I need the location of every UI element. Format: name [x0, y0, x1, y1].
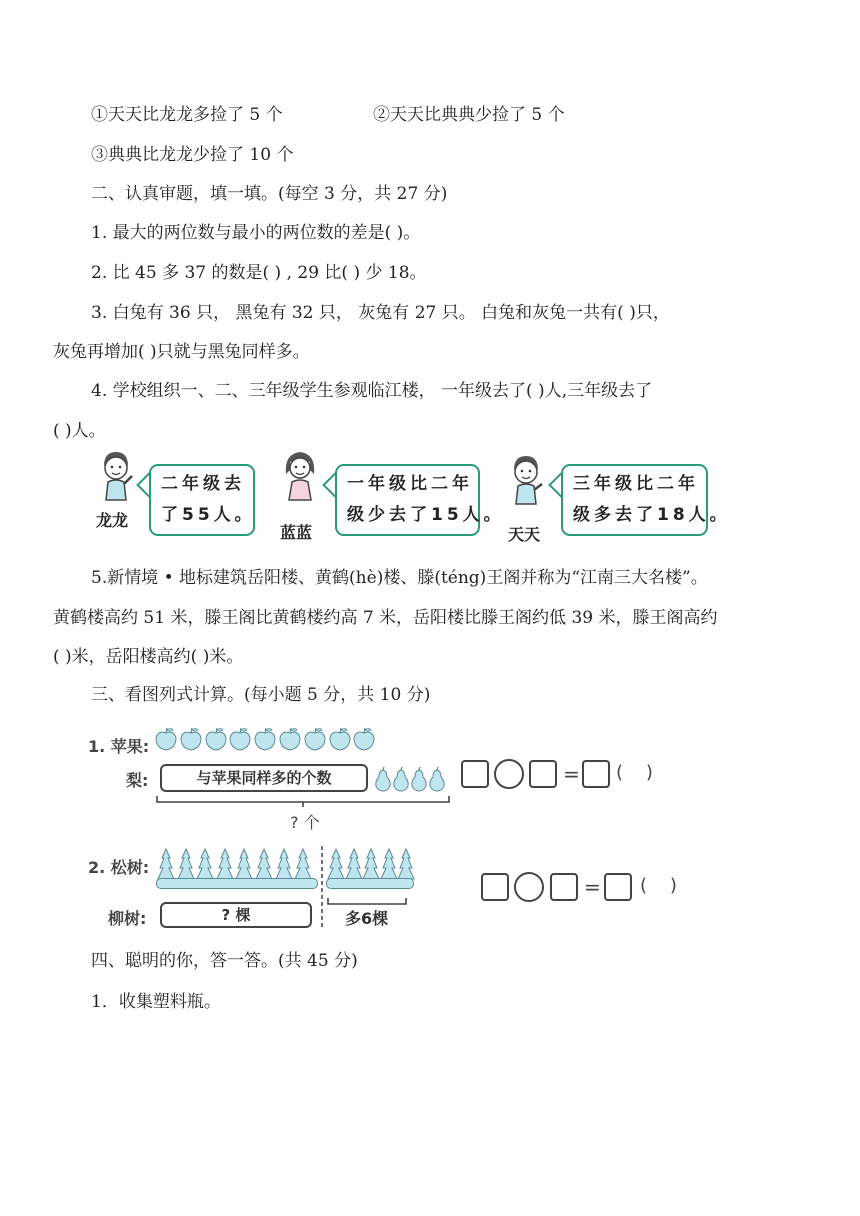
bubble-line: 一年级比二年 — [347, 474, 473, 494]
section-2-title: 二、认真审题，填一填。(每空 3 分，共 27 分) — [91, 184, 448, 204]
boy-icon — [96, 448, 136, 508]
apple-icon — [328, 726, 352, 752]
willow-quantity-box: ? 棵 — [160, 902, 312, 928]
bubble-line: 三年级比二年 — [573, 474, 699, 494]
question-2-3-line1: 3. 白兔有 36 只， 黑兔有 32 只， 灰兔有 27 只。 白兔和灰兔一共有( )只， — [91, 303, 670, 323]
girl-icon — [280, 448, 320, 508]
answer-box[interactable] — [529, 760, 557, 788]
question-2-4-line2: ( )人。 — [53, 421, 106, 441]
unit-paren[interactable]: ( ) — [640, 875, 677, 896]
result-box[interactable] — [604, 873, 632, 901]
equals-sign: = — [584, 875, 601, 899]
pear-label: 梨: — [126, 771, 149, 790]
dashed-divider — [320, 846, 324, 930]
apple-icon — [352, 726, 376, 752]
pear-icon — [374, 766, 392, 792]
operator-circle[interactable] — [514, 872, 544, 902]
answer-box[interactable] — [481, 873, 509, 901]
pear-icon — [392, 766, 410, 792]
apple-icon — [154, 726, 178, 752]
apple-label: 1. 苹果: — [88, 737, 150, 756]
answer-box[interactable] — [461, 760, 489, 788]
option-3: ③典典比龙龙少捡了 10 个 — [91, 145, 294, 165]
bubble-line: 二年级去 — [161, 474, 245, 494]
bubble-line: 了55人。 — [161, 505, 256, 525]
unit-paren[interactable]: ( ) — [616, 762, 653, 783]
question-2-5-line3: ( )米，岳阳楼高约( )米。 — [53, 647, 244, 667]
option-1: ①天天比龙龙多捡了 5 个 — [91, 105, 283, 125]
question-2-5-line1: 5.新情境 • 地标建筑岳阳楼、黄鹤(hè)楼、滕(téng)王阁并称为“江南三大名楼”。 — [91, 568, 708, 588]
speech-bubble-1 — [149, 464, 255, 536]
apple-icon — [179, 726, 203, 752]
pear-icon — [410, 766, 428, 792]
apple-icon — [228, 726, 252, 752]
boy-icon — [506, 452, 546, 512]
apple-icon — [303, 726, 327, 752]
operator-circle[interactable] — [494, 759, 524, 789]
pear-quantity-box: 与苹果同样多的个数 — [160, 764, 368, 792]
question-2-2: 2. 比 45 多 37 的数是( ) , 29 比( ) 少 18。 — [91, 263, 427, 283]
question-4-1: 1．收集塑料瓶。 — [91, 992, 221, 1012]
snow-ground — [326, 878, 414, 889]
pear-icon — [428, 766, 446, 792]
question-2-4-line1: 4. 学校组织一、二、三年级学生参观临江楼， 一年级去了( )人,三年级去了 — [91, 381, 653, 401]
apple-icon — [278, 726, 302, 752]
question-2-1: 1. 最大的两位数与最小的两位数的差是( )。 — [91, 223, 421, 243]
kid-name: 蓝蓝 — [280, 523, 313, 542]
bubble-line: 级少去了15人。 — [347, 505, 505, 525]
more-label: 多6棵 — [345, 909, 389, 928]
equals-sign: = — [563, 762, 580, 786]
apple-icon — [253, 726, 277, 752]
apple-icon — [204, 726, 228, 752]
speech-bubble-3 — [561, 464, 731, 536]
question-2-5-line2: 黄鹤楼高约 51 米，滕王阁比黄鹤楼约高 7 米，岳阳楼比滕王阁约低 39 米，滕王阁高约 — [53, 608, 718, 628]
speech-bubble-2 — [335, 464, 505, 536]
bubble-line: 级多去了18人。 — [573, 505, 731, 525]
willow-label: 柳树: — [108, 909, 147, 928]
answer-box[interactable] — [550, 873, 578, 901]
pine-label: 2. 松树: — [88, 858, 150, 877]
section-4-title: 四、聪明的你，答一答。(共 45 分) — [91, 951, 358, 971]
result-box[interactable] — [582, 760, 610, 788]
total-brace — [155, 794, 451, 808]
option-2: ②天天比典典少捡了 5 个 — [373, 105, 565, 125]
total-question: ? 个 — [290, 813, 320, 832]
question-2-3-line2: 灰兔再增加( )只就与黑兔同样多。 — [53, 342, 310, 362]
section-3-title: 三、看图列式计算。(每小题 5 分，共 10 分) — [91, 685, 431, 705]
kid-name: 天天 — [508, 525, 541, 544]
kid-name: 龙龙 — [96, 511, 129, 530]
snow-ground — [156, 878, 318, 889]
